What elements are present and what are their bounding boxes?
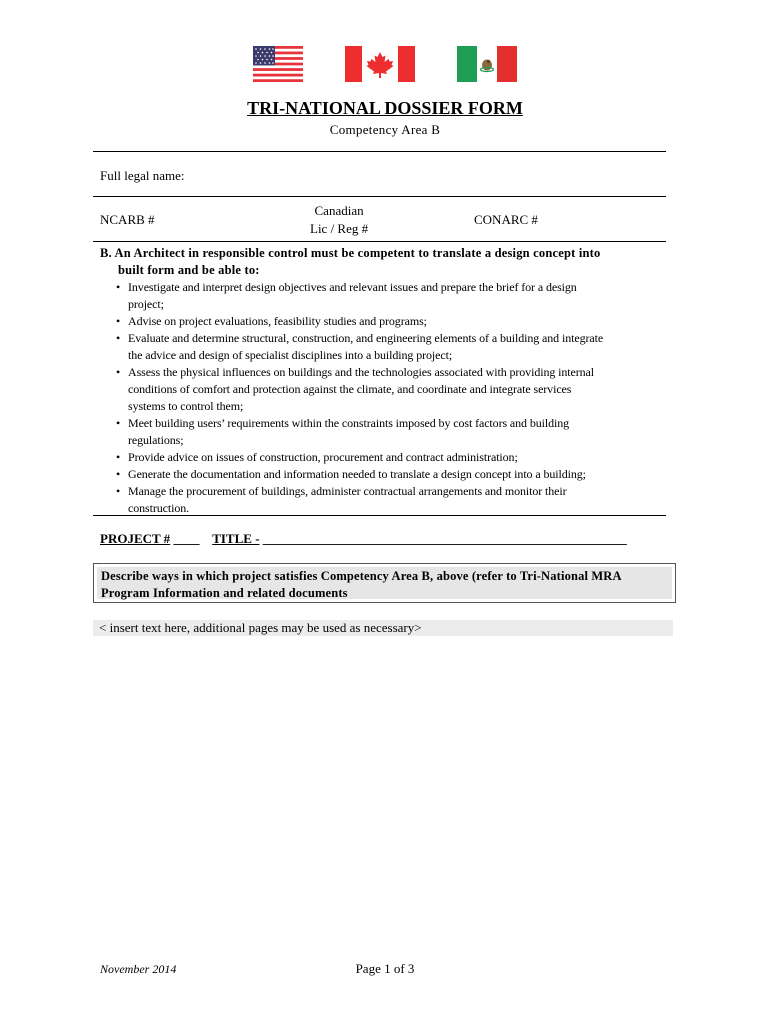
bullet-icon: • [116,280,121,294]
conarc-label: CONARC # [474,212,538,227]
usa-flag-icon [253,46,303,82]
divider [93,241,666,242]
bullet-icon: • [116,416,121,430]
list-item: • Assess the physical influences on buildings and the technologies associated with providing internal conditions of comfort and protection against the climate, and coordinate and integrate services systems to control them; [116,365,595,413]
mexico-flag-icon [457,46,517,82]
bullet-icon: • [116,484,121,498]
describe-line1: Describe ways in which project satisfies Competency Area B, above (refer to Tri-National MRA [101,569,622,583]
project-number-label: PROJECT # [100,531,171,546]
form-subtitle: Competency Area B [329,122,441,137]
competency-list [116,279,666,517]
bullet-icon: • [116,467,121,481]
insert-text-field[interactable]: < insert text here, additional pages may be used as necessary> [93,620,673,636]
project-number-field[interactable]: ____ [173,531,200,546]
ncarb-label: NCARB # [100,212,155,227]
footer-date: November 2014 [100,962,177,976]
describe-box [93,563,676,603]
project-row [100,531,668,547]
page-number: Page 1 of 3 [355,961,415,976]
canada-flag-icon [345,46,415,82]
title-label: TITLE - [212,531,260,546]
bullet-icon: • [116,314,121,328]
bullet-icon: • [116,331,121,345]
describe-line2: Program Information and related documents [101,586,348,600]
full-legal-name-label: Full legal name: [100,168,185,183]
canadian-reg-line2: Lic / Reg # [310,221,369,236]
bullet-icon: • [116,365,121,379]
section-b-heading [100,245,660,279]
list-item: • Meet building users’ requirements within the constraints imposed by cost factors and building regulations; [116,416,570,447]
section-b-heading-line1: B. An Architect in responsible control must be competent to translate a design concept into [100,246,601,260]
list-item: • Evaluate and determine structural, construction, and engineering elements of a building and integrate the advice and design of specialist disciplines into a building project; [116,331,604,362]
describe-instructions [97,567,672,599]
list-item: • Manage the procurement of buildings, administer contractual arrangements and monitor their construction. [116,484,567,515]
form-title: TRI-NATIONAL DOSSIER FORM [247,98,523,118]
title-field[interactable]: ________________________________________________________ [262,531,627,546]
divider [93,151,666,152]
section-b-heading-line2: built form and be able to: [118,263,260,277]
divider [93,515,666,516]
list-item: • Generate the documentation and information needed to translate a design concept into a building; [116,467,586,481]
divider [93,196,666,197]
canadian-reg-label [310,202,368,238]
list-item: • Advise on project evaluations, feasibility studies and programs; [116,314,427,328]
list-item: • Investigate and interpret design objectives and relevant issues and prepare the brief for a design project; [116,280,577,311]
canadian-reg-line1: Canadian [314,203,364,218]
list-item: • Provide advice on issues of construction, procurement and contract administration; [116,450,518,464]
bullet-icon: • [116,450,121,464]
